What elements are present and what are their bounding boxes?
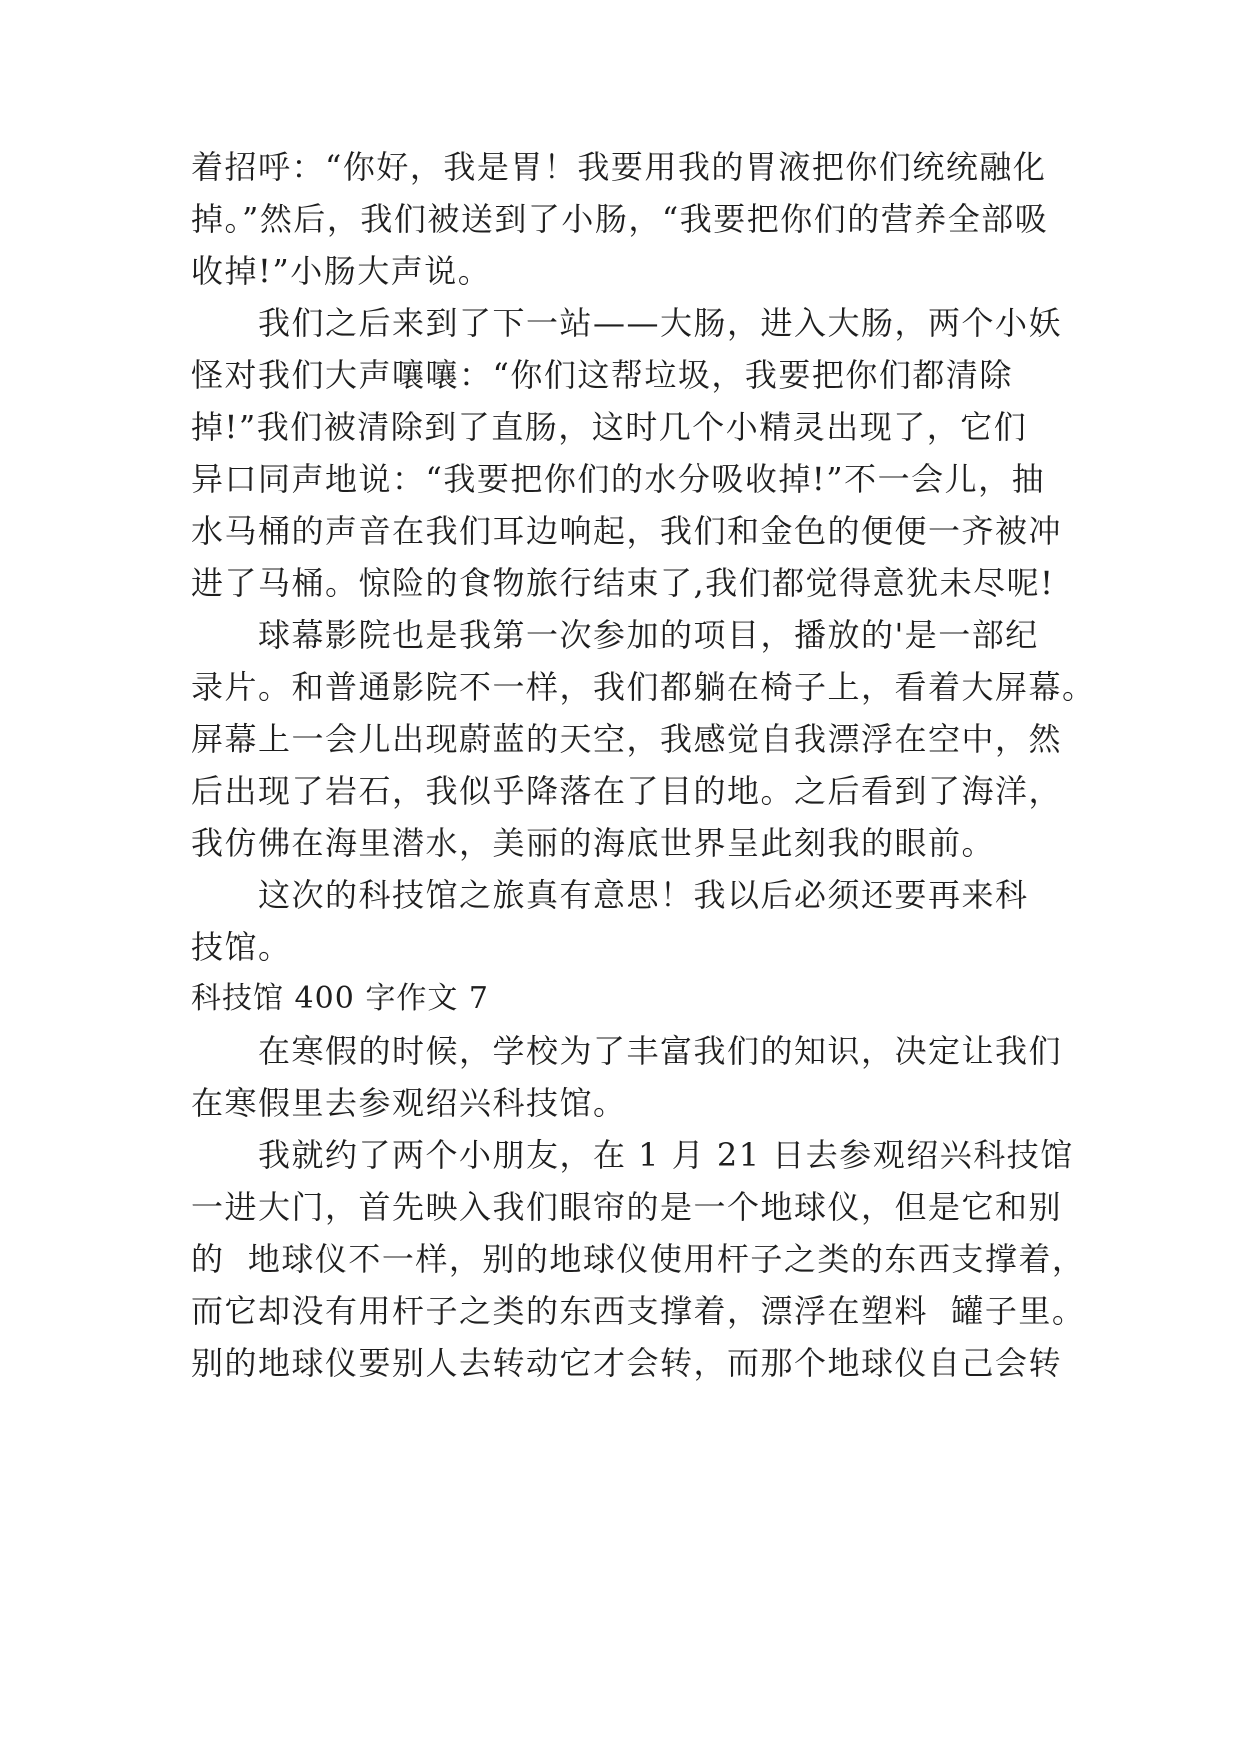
text-line: 着招呼：“你好，我是胃！我要用我的胃液把你们统统融化: [191, 148, 1047, 186]
text-line: 别的地球仪要别人去转动它才会转，而那个地球仪自己会转: [191, 1344, 1063, 1382]
text-line: 进了马桶。惊险的食物旅行结束了,我们都觉得意犹未尽呢!: [191, 564, 1055, 602]
text-line: 而它却没有用杆子之类的东西支撑着，漂浮在塑料 罐子里。: [191, 1292, 1086, 1330]
paragraph-first-line: 我就约了两个小朋友，在 1 月 21 日去参观绍兴科技馆: [258, 1136, 1074, 1174]
text-line: 异口同声地说：“我要把你们的水分吸收掉!”不一会儿，抽: [191, 460, 1046, 498]
text-line: 水马桶的声音在我们耳边响起，我们和金色的便便一齐被冲: [191, 512, 1063, 550]
text-line: 后出现了岩石，我似乎降落在了目的地。之后看到了海洋，: [191, 772, 1063, 810]
text-line: 掉!”我们被清除到了直肠，这时几个小精灵出现了，它们: [191, 408, 1028, 446]
text-line: 怪对我们大声嚷嚷：“你们这帮垃圾，我要把你们都清除: [191, 356, 1013, 394]
text-line: 屏幕上一会儿出现蔚蓝的天空，我感觉自我漂浮在空中，然: [191, 720, 1063, 758]
paragraph-first-line: 球幕影院也是我第一次参加的项目，播放的'是一部纪: [258, 616, 1039, 654]
text-line: 录片。和普通影院不一样，我们都躺在椅子上，看着大屏幕。: [191, 668, 1096, 706]
text-line: 在寒假里去参观绍兴科技馆。: [191, 1084, 627, 1122]
text-line: 一进大门，首先映入我们眼帘的是一个地球仪，但是它和别: [191, 1188, 1063, 1226]
paragraph-first-line: 这次的科技馆之旅真有意思！我以后必须还要再来科: [258, 876, 1029, 914]
text-line: 收掉!”小肠大声说。: [191, 252, 492, 290]
text-line: 掉。”然后，我们被送到了小肠，“我要把你们的营养全部吸: [191, 200, 1049, 238]
text-line: 的 地球仪不一样，别的地球仪使用杆子之类的东西支撑着，: [191, 1240, 1086, 1278]
paragraph-first-line: 我们之后来到了下一站——大肠，进入大肠，两个小妖: [258, 304, 1063, 342]
text-line: 我仿佛在海里潜水，美丽的海底世界呈此刻我的眼前。: [191, 824, 996, 862]
paragraph-first-line: 在寒假的时候，学校为了丰富我们的知识，决定让我们: [258, 1032, 1063, 1070]
section-heading: 科技馆 400 字作文 7: [191, 981, 489, 1016]
text-line: 技馆。: [191, 928, 292, 966]
